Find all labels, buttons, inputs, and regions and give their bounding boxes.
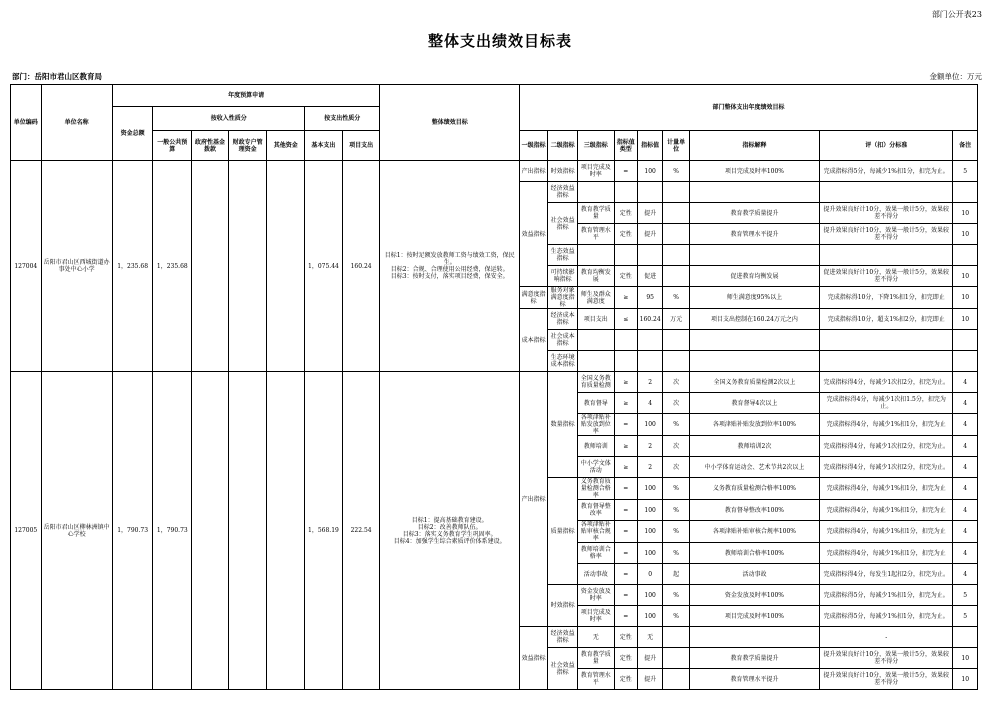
cell-value: 2 — [637, 436, 662, 457]
cell-standard: 完成指标得4分，每减少1%扣1分，扣完为止 — [820, 543, 953, 564]
cell-level3: 无 — [577, 627, 614, 648]
cell-level1: 成本指标 — [519, 309, 547, 372]
cell-explanation: 活动事故 — [689, 564, 819, 585]
cell-other-funds — [267, 372, 305, 690]
header-meas-unit: 计量单位 — [663, 131, 689, 161]
cell-value-type: = — [614, 478, 637, 500]
cell-level1: 效益指标 — [519, 627, 547, 690]
cell-value: 促进 — [637, 266, 662, 287]
cell-fiscal-special — [228, 161, 267, 372]
cell-meas-unit: % — [663, 414, 689, 436]
cell-explanation: 教育督导整改率100% — [689, 500, 819, 521]
cell-explanation: 项目支出控制在160.24万元之内 — [689, 309, 819, 330]
cell-level3: 教育管理水平 — [577, 224, 614, 245]
cell-value-type — [614, 245, 637, 266]
cell-standard: 完成指标得4分，每减少1次扣2分，扣完为止。 — [820, 457, 953, 478]
department-label: 部门：岳阳市君山区教育局 — [12, 72, 102, 81]
cell-meas-unit: % — [663, 543, 689, 564]
cell-value — [637, 245, 662, 266]
cell-general-budget: 1，790.73 — [153, 372, 192, 690]
cell-value: 100 — [637, 500, 662, 521]
cell-level3 — [577, 245, 614, 266]
cell-level3: 各项津贴补贴发放到位率 — [577, 414, 614, 436]
cell-value-type — [614, 182, 637, 203]
cell-value-type: = — [614, 161, 637, 182]
cell-unit-code: 127004 — [11, 161, 42, 372]
cell-meas-unit — [663, 669, 689, 690]
table-row — [11, 372, 978, 393]
cell-remark: 4 — [953, 436, 978, 457]
cell-level2: 生态环境成本指标 — [548, 351, 578, 372]
cell-value: 100 — [637, 521, 662, 543]
cell-value: 100 — [637, 585, 662, 606]
cell-level3: 项目完成及时率 — [577, 606, 614, 627]
cell-value-type — [614, 330, 637, 351]
cell-level3: 各项津贴补贴审核合规率 — [577, 521, 614, 543]
currency-unit-label: 金额单位：万元 — [929, 72, 982, 81]
cell-value: 无 — [637, 627, 662, 648]
cell-gov-fund — [192, 161, 229, 372]
cell-level3 — [577, 330, 614, 351]
cell-level1: 产出指标 — [519, 161, 547, 182]
cell-standard: 提升效果良好计10分，效果一般计5分，效果较差不得分 — [820, 648, 953, 669]
cell-value-type: = — [614, 500, 637, 521]
cell-explanation: 教育管理水平提升 — [689, 669, 819, 690]
header-explanation: 指标解释 — [689, 131, 819, 161]
cell-remark: 4 — [953, 457, 978, 478]
cell-explanation — [689, 182, 819, 203]
cell-unit-name: 岳阳市君山区西城街道办事处中心小学 — [41, 161, 112, 372]
cell-value-type: 定性 — [614, 627, 637, 648]
cell-remark: 10 — [953, 266, 978, 287]
cell-value-type: ≥ — [614, 436, 637, 457]
header-unit-code: 单位编码 — [11, 85, 42, 161]
cell-standard: 促进效果良好计10分，效果一般计5分，效果较差不得分 — [820, 266, 953, 287]
cell-level2: 生态效益指标 — [548, 245, 578, 266]
cell-level2: 服务对象满意度指标 — [548, 287, 578, 309]
header-basic-exp: 基本支出 — [305, 131, 343, 161]
cell-meas-unit — [663, 627, 689, 648]
cell-value: 4 — [637, 393, 662, 414]
cell-standard: 完成指标得4分，每减少1%扣1分，扣完为止 — [820, 500, 953, 521]
cell-explanation: 教育教学质量提升 — [689, 203, 819, 224]
cell-meas-unit: 次 — [663, 393, 689, 414]
cell-explanation: 全国义务教育质量检测2次以上 — [689, 372, 819, 393]
cell-level3 — [577, 182, 614, 203]
cell-level2: 数量指标 — [548, 372, 578, 478]
cell-standard: 提升效果良好计10分，效果一般计5分，效果较差不得分 — [820, 224, 953, 245]
cell-fiscal-special — [228, 372, 267, 690]
cell-meas-unit: % — [663, 287, 689, 309]
cell-explanation — [689, 330, 819, 351]
table-row — [11, 161, 978, 182]
cell-project-exp: 222.54 — [342, 372, 380, 690]
cell-project-exp: 160.24 — [342, 161, 380, 372]
header-annual-budget: 年度预算申请 — [112, 85, 380, 107]
cell-total-funds: 1，235.68 — [112, 161, 153, 372]
cell-remark: 10 — [953, 648, 978, 669]
cell-basic-exp: 1，568.19 — [305, 372, 343, 690]
cell-meas-unit: 起 — [663, 564, 689, 585]
cell-explanation: 教育教学质量提升 — [689, 648, 819, 669]
cell-meas-unit — [663, 224, 689, 245]
cell-explanation: 中小学体育运动会、艺术节共2次以上 — [689, 457, 819, 478]
cell-gov-fund — [192, 372, 229, 690]
cell-standard: 完成指标得4分，每减少1%扣1分，扣完为止 — [820, 521, 953, 543]
cell-meas-unit: % — [663, 478, 689, 500]
cell-meas-unit: % — [663, 606, 689, 627]
cell-value: 100 — [637, 606, 662, 627]
cell-remark: 10 — [953, 309, 978, 330]
cell-level3: 教育教学质量 — [577, 648, 614, 669]
cell-meas-unit — [663, 330, 689, 351]
header-remark: 备注 — [953, 131, 978, 161]
cell-standard: - — [820, 627, 953, 648]
header-general-budget: 一般公共预算 — [153, 131, 192, 161]
cell-explanation: 师生满意度95%以上 — [689, 287, 819, 309]
cell-value — [637, 330, 662, 351]
header-unit-name: 单位名称 — [41, 85, 112, 161]
cell-level3: 教师培训 — [577, 436, 614, 457]
cell-value — [637, 182, 662, 203]
cell-unit-name: 岳阳市君山区柳林洲镇中心学校 — [41, 372, 112, 690]
cell-standard: 完成指标得4分，每减少1次扣2分，扣完为止。 — [820, 436, 953, 457]
cell-value-type: 定性 — [614, 224, 637, 245]
cell-meas-unit: % — [663, 521, 689, 543]
header-gov-fund: 政府性基金拨款 — [192, 131, 229, 161]
cell-value: 100 — [637, 161, 662, 182]
cell-level2: 时效指标 — [548, 585, 578, 627]
cell-value-type: = — [614, 564, 637, 585]
cell-level2: 经济效益指标 — [548, 182, 578, 203]
cell-meas-unit — [663, 203, 689, 224]
cell-meas-unit: 次 — [663, 372, 689, 393]
cell-value: 提升 — [637, 669, 662, 690]
cell-explanation: 教育督导4次以上 — [689, 393, 819, 414]
cell-remark: 5 — [953, 585, 978, 606]
cell-standard: 完成指标得5分，每减少1%扣1分，扣完为止。 — [820, 161, 953, 182]
cell-standard: 完成指标得4分，每减少1次扣1.5分，扣完为止。 — [820, 393, 953, 414]
cell-remark: 5 — [953, 161, 978, 182]
cell-remark — [953, 245, 978, 266]
cell-level3: 教育均衡发展 — [577, 266, 614, 287]
cell-remark: 10 — [953, 203, 978, 224]
cell-meas-unit — [663, 245, 689, 266]
cell-level3 — [577, 351, 614, 372]
cell-remark: 4 — [953, 564, 978, 585]
cell-value-type: 定性 — [614, 266, 637, 287]
cell-value-type: = — [614, 606, 637, 627]
cell-remark — [953, 351, 978, 372]
cell-remark: 4 — [953, 521, 978, 543]
cell-level3: 教育管理水平 — [577, 669, 614, 690]
cell-level3: 全国义务教育质量检测 — [577, 372, 614, 393]
header-by-income: 按收入性质分 — [153, 107, 305, 131]
cell-level3: 教师培训合格率 — [577, 543, 614, 564]
header-level2: 二级指标 — [548, 131, 578, 161]
cell-explanation: 教师培训2次 — [689, 436, 819, 457]
cell-other-funds — [267, 161, 305, 372]
cell-meas-unit: % — [663, 585, 689, 606]
cell-value: 100 — [637, 543, 662, 564]
cell-remark: 4 — [953, 500, 978, 521]
cell-standard: 提升效果良好计10分，效果一般计5分，效果较差不得分 — [820, 203, 953, 224]
cell-value: 100 — [637, 414, 662, 436]
cell-remark — [953, 182, 978, 203]
header-fiscal-special: 财政专户管理资金 — [228, 131, 267, 161]
cell-standard: 提升效果良好计10分，效果一般计5分，效果较差不得分 — [820, 669, 953, 690]
performance-table — [10, 84, 978, 690]
cell-remark: 10 — [953, 669, 978, 690]
header-standard: 评（扣）分标准 — [820, 131, 953, 161]
cell-standard: 完成指标得4分，每减少1次扣2分，扣完为止。 — [820, 372, 953, 393]
cell-level2: 质量指标 — [548, 478, 578, 585]
cell-overall-goal: 目标1：提高基础教育建设。 目标2：改善教师队伍。 目标3：落实义务教育学生巩固率。 目标4：加强学生综合素质评价体系建设。 — [380, 372, 519, 690]
cell-remark — [953, 627, 978, 648]
cell-explanation: 义务教育质量检测合格率100% — [689, 478, 819, 500]
cell-value: 100 — [637, 478, 662, 500]
cell-explanation: 各项津贴补贴审核合规率100% — [689, 521, 819, 543]
cell-level1: 产出指标 — [519, 372, 547, 627]
cell-value-type: ≥ — [614, 287, 637, 309]
cell-meas-unit: 次 — [663, 436, 689, 457]
header-total-funds: 资金总额 — [112, 107, 153, 161]
cell-level2: 社会效益指标 — [548, 648, 578, 690]
cell-unit-code: 127005 — [11, 372, 42, 690]
cell-meas-unit — [663, 351, 689, 372]
page-tag: 部门公开表23 — [931, 10, 982, 19]
cell-explanation: 项目完成及时率100% — [689, 161, 819, 182]
cell-remark: 4 — [953, 478, 978, 500]
cell-standard: 完成指标得4分，每减少1%扣1分，扣完为止 — [820, 414, 953, 436]
cell-remark: 4 — [953, 393, 978, 414]
cell-value-type — [614, 351, 637, 372]
cell-value: 2 — [637, 457, 662, 478]
cell-explanation: 教育管理水平提升 — [689, 224, 819, 245]
cell-value: 2 — [637, 372, 662, 393]
header-dept-goal: 部门整体支出年度绩效目标 — [519, 85, 977, 131]
cell-level1: 效益指标 — [519, 182, 547, 287]
cell-level3: 项目完成及时率 — [577, 161, 614, 182]
cell-explanation: 各项津贴补贴发放到位率100% — [689, 414, 819, 436]
cell-standard: 完成指标得5分，每减少1%扣1分，扣完为止。 — [820, 606, 953, 627]
cell-level2: 经济效益指标 — [548, 627, 578, 648]
cell-level3: 中小学文体活动 — [577, 457, 614, 478]
header-value: 指标值 — [637, 131, 662, 161]
cell-meas-unit — [663, 182, 689, 203]
cell-remark: 4 — [953, 372, 978, 393]
cell-meas-unit: 次 — [663, 457, 689, 478]
cell-standard: 完成指标得10分，下降1%扣1分，扣完即止 — [820, 287, 953, 309]
cell-standard — [820, 245, 953, 266]
cell-basic-exp: 1，075.44 — [305, 161, 343, 372]
cell-value-type: ≥ — [614, 393, 637, 414]
cell-remark: 4 — [953, 414, 978, 436]
cell-general-budget: 1，235.68 — [153, 161, 192, 372]
cell-level2: 时效指标 — [548, 161, 578, 182]
page-title: 整体支出绩效目标表 — [427, 32, 572, 50]
cell-level3: 师生及群众满意度 — [577, 287, 614, 309]
header-value-type: 指标值类型 — [614, 131, 637, 161]
cell-explanation — [689, 351, 819, 372]
cell-meas-unit: % — [663, 161, 689, 182]
cell-value-type: = — [614, 543, 637, 564]
cell-standard: 完成指标得5分，每减少1%扣1分，扣完为止。 — [820, 585, 953, 606]
cell-value-type: ≥ — [614, 457, 637, 478]
cell-value: 0 — [637, 564, 662, 585]
cell-level3: 义务教育质量检测合格率 — [577, 478, 614, 500]
cell-level3: 教育督导 — [577, 393, 614, 414]
cell-level1: 满意度指标 — [519, 287, 547, 309]
cell-standard — [820, 351, 953, 372]
cell-value-type: 定性 — [614, 648, 637, 669]
cell-level3: 教育教学质量 — [577, 203, 614, 224]
cell-meas-unit: 万元 — [663, 309, 689, 330]
cell-meas-unit: % — [663, 500, 689, 521]
cell-level2: 经济成本指标 — [548, 309, 578, 330]
cell-value-type: = — [614, 521, 637, 543]
cell-explanation: 教师培训合格率100% — [689, 543, 819, 564]
cell-value: 提升 — [637, 648, 662, 669]
cell-total-funds: 1，790.73 — [112, 372, 153, 690]
header-other-funds: 其他资金 — [267, 131, 305, 161]
cell-remark — [953, 330, 978, 351]
cell-value — [637, 351, 662, 372]
cell-value-type: 定性 — [614, 203, 637, 224]
cell-level2: 社会效益指标 — [548, 203, 578, 245]
cell-standard: 完成指标得4分，每减少1%扣1分，扣完为止 — [820, 478, 953, 500]
cell-remark: 10 — [953, 224, 978, 245]
cell-level3: 教育督导整改率 — [577, 500, 614, 521]
header-overall-goal: 整体绩效目标 — [380, 85, 519, 161]
header-project-exp: 项目支出 — [342, 131, 380, 161]
cell-level2: 可持续影响指标 — [548, 266, 578, 287]
cell-explanation — [689, 627, 819, 648]
cell-value-type: ≤ — [614, 309, 637, 330]
cell-value-type: = — [614, 414, 637, 436]
cell-standard: 完成指标得4分，每发生1起扣2分，扣完为止。 — [820, 564, 953, 585]
cell-explanation — [689, 245, 819, 266]
cell-level2: 社会成本指标 — [548, 330, 578, 351]
cell-level3: 资金发放及时率 — [577, 585, 614, 606]
cell-remark: 10 — [953, 287, 978, 309]
cell-explanation: 促进教育均衡发展 — [689, 266, 819, 287]
header-by-expenditure: 按支出性质分 — [305, 107, 380, 131]
cell-standard — [820, 182, 953, 203]
cell-overall-goal: 目标1：按时足额发放教师工资与绩效工资，保民生。 目标2：合规、合理使用公用经费，保运转。 目标3：按时支付，落实项目经费，保安全。 — [380, 161, 519, 372]
cell-level3: 项目支出 — [577, 309, 614, 330]
cell-standard: 完成指标得10分，超支1%扣2分，扣完即止 — [820, 309, 953, 330]
header-level3: 三级指标 — [577, 131, 614, 161]
cell-value-type: 定性 — [614, 669, 637, 690]
cell-value: 95 — [637, 287, 662, 309]
cell-value: 160.24 — [637, 309, 662, 330]
cell-standard — [820, 330, 953, 351]
cell-meas-unit — [663, 648, 689, 669]
cell-value-type: = — [614, 585, 637, 606]
cell-level3: 活动事故 — [577, 564, 614, 585]
cell-value: 提升 — [637, 203, 662, 224]
cell-explanation: 资金发放及时率100% — [689, 585, 819, 606]
cell-remark: 5 — [953, 606, 978, 627]
cell-explanation: 项目完成及时率100% — [689, 606, 819, 627]
header-level1: 一级指标 — [519, 131, 547, 161]
cell-meas-unit — [663, 266, 689, 287]
cell-value-type: ≥ — [614, 372, 637, 393]
cell-remark: 4 — [953, 543, 978, 564]
cell-value: 提升 — [637, 224, 662, 245]
